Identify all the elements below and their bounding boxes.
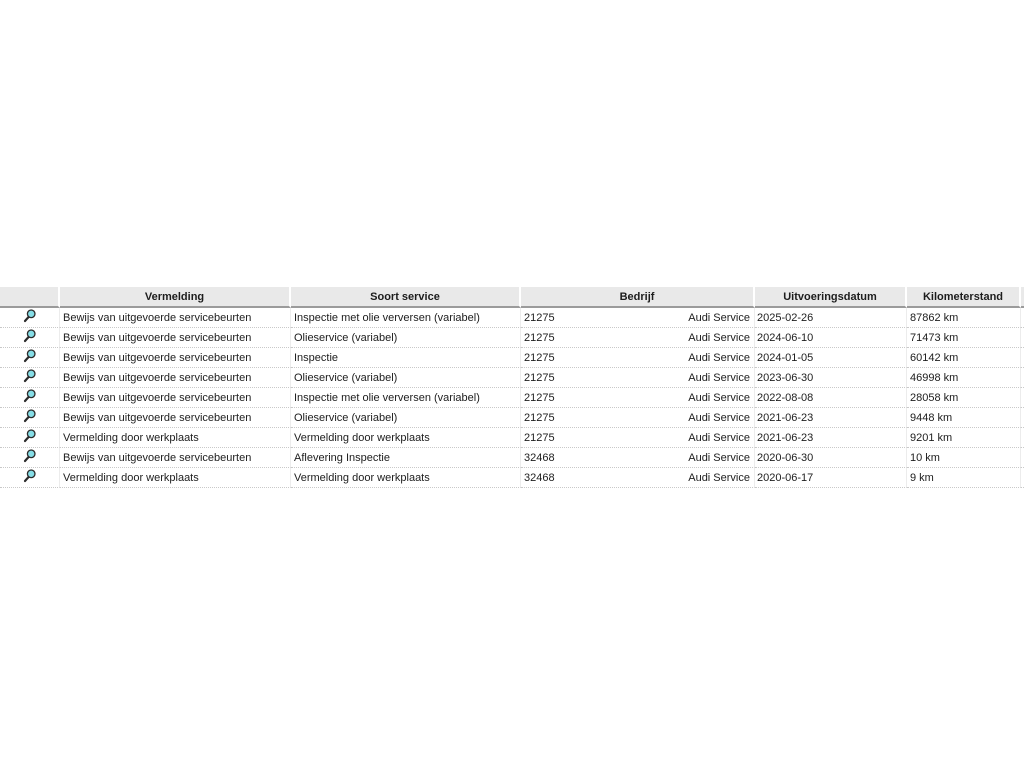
- vermelding-cell: Vermelding door werkplaats: [60, 428, 291, 448]
- uitvoeringsdatum-cell: 2024-01-05: [755, 348, 907, 368]
- uitvoeringsdatum-cell: 2020-06-17: [755, 468, 907, 488]
- table-body: [0, 308, 1024, 488]
- table-row: [0, 308, 1024, 328]
- bedrijf-code: 21275: [524, 311, 555, 324]
- vermelding-cell: Bewijs van uitgevoerde servicebeurten: [60, 328, 291, 348]
- bedrijf-cell: [521, 388, 755, 408]
- bedrijf-code: 21275: [524, 351, 555, 364]
- magnifier-icon: [22, 368, 37, 384]
- column-header-kilometerstand: Kilometerstand: [907, 287, 1021, 308]
- actions-cell: [0, 408, 60, 428]
- bedrijf-naam: Audi Service: [688, 411, 750, 424]
- magnifier-icon: [22, 308, 37, 324]
- bedrijf-cell: [521, 308, 755, 328]
- vermelding-cell: Bewijs van uitgevoerde servicebeurten: [60, 308, 291, 328]
- vermelding-cell: Bewijs van uitgevoerde servicebeurten: [60, 348, 291, 368]
- kilometerstand-cell: 10 km: [907, 448, 1021, 468]
- kilometerstand-cell: 28058 km: [907, 388, 1021, 408]
- column-header-bedrijf: Bedrijf: [521, 287, 755, 308]
- row-detail-button[interactable]: [22, 408, 37, 424]
- soort-service-cell: Olieservice (variabel): [291, 408, 521, 428]
- service-history-section: [0, 287, 1024, 488]
- soort-service-cell: Olieservice (variabel): [291, 368, 521, 388]
- vermelding-cell: Bewijs van uitgevoerde servicebeurten: [60, 408, 291, 428]
- bedrijf-naam: Audi Service: [688, 471, 750, 484]
- bedrijf-cell: [521, 408, 755, 428]
- soort-service-cell: Vermelding door werkplaats: [291, 468, 521, 488]
- vermelding-cell: Bewijs van uitgevoerde servicebeurten: [60, 368, 291, 388]
- actions-cell: [0, 428, 60, 448]
- actions-cell: [0, 388, 60, 408]
- row-detail-button[interactable]: [22, 468, 37, 484]
- column-header-soort-service: Soort service: [291, 287, 521, 308]
- soort-service-cell: Aflevering Inspectie: [291, 448, 521, 468]
- row-detail-button[interactable]: [22, 428, 37, 444]
- bedrijf-naam: Audi Service: [688, 451, 750, 464]
- table-row: [0, 428, 1024, 448]
- bedrijf-cell: [521, 428, 755, 448]
- actions-cell: [0, 328, 60, 348]
- row-detail-button[interactable]: [22, 348, 37, 364]
- actions-cell: [0, 368, 60, 388]
- bedrijf-cell: [521, 328, 755, 348]
- magnifier-icon: [22, 348, 37, 364]
- soort-service-cell: Inspectie met olie verversen (variabel): [291, 388, 521, 408]
- bedrijf-naam: Audi Service: [688, 311, 750, 324]
- soort-service-cell: Olieservice (variabel): [291, 328, 521, 348]
- table-row: [0, 468, 1024, 488]
- magnifier-icon: [22, 468, 37, 484]
- soort-service-cell: Inspectie met olie verversen (variabel): [291, 308, 521, 328]
- bedrijf-cell: [521, 368, 755, 388]
- kilometerstand-cell: 87862 km: [907, 308, 1021, 328]
- bedrijf-naam: Audi Service: [688, 331, 750, 344]
- bedrijf-naam: Audi Service: [688, 391, 750, 404]
- bedrijf-naam: Audi Service: [688, 431, 750, 444]
- row-detail-button[interactable]: [22, 328, 37, 344]
- column-header-actions: [0, 287, 60, 308]
- row-detail-button[interactable]: [22, 308, 37, 324]
- table-row: [0, 448, 1024, 468]
- column-header-vermelding: Vermelding: [60, 287, 291, 308]
- kilometerstand-cell: 9 km: [907, 468, 1021, 488]
- magnifier-icon: [22, 408, 37, 424]
- kilometerstand-cell: 46998 km: [907, 368, 1021, 388]
- soort-service-cell: Inspectie: [291, 348, 521, 368]
- magnifier-icon: [22, 328, 37, 344]
- vermelding-cell: Bewijs van uitgevoerde servicebeurten: [60, 448, 291, 468]
- soort-service-cell: Vermelding door werkplaats: [291, 428, 521, 448]
- kilometerstand-cell: 9448 km: [907, 408, 1021, 428]
- row-detail-button[interactable]: [22, 368, 37, 384]
- magnifier-icon: [22, 428, 37, 444]
- bedrijf-code: 21275: [524, 331, 555, 344]
- table-row: [0, 388, 1024, 408]
- actions-cell: [0, 348, 60, 368]
- actions-cell: [0, 468, 60, 488]
- bedrijf-cell: [521, 348, 755, 368]
- bedrijf-cell: [521, 448, 755, 468]
- kilometerstand-cell: 9201 km: [907, 428, 1021, 448]
- bedrijf-code: 32468: [524, 451, 555, 464]
- vermelding-cell: Vermelding door werkplaats: [60, 468, 291, 488]
- magnifier-icon: [22, 448, 37, 464]
- kilometerstand-cell: 60142 km: [907, 348, 1021, 368]
- table-row: [0, 328, 1024, 348]
- column-header-uitvoeringsdatum: Uitvoeringsdatum: [755, 287, 907, 308]
- bedrijf-code: 32468: [524, 471, 555, 484]
- header-row: [0, 287, 1024, 308]
- table-row: [0, 368, 1024, 388]
- uitvoeringsdatum-cell: 2021-06-23: [755, 408, 907, 428]
- table-row: [0, 348, 1024, 368]
- bedrijf-naam: Audi Service: [688, 371, 750, 384]
- actions-cell: [0, 308, 60, 328]
- actions-cell: [0, 448, 60, 468]
- uitvoeringsdatum-cell: 2020-06-30: [755, 448, 907, 468]
- row-detail-button[interactable]: [22, 448, 37, 464]
- bedrijf-code: 21275: [524, 391, 555, 404]
- uitvoeringsdatum-cell: 2024-06-10: [755, 328, 907, 348]
- uitvoeringsdatum-cell: 2023-06-30: [755, 368, 907, 388]
- uitvoeringsdatum-cell: 2025-02-26: [755, 308, 907, 328]
- service-history-table: [0, 287, 1024, 488]
- magnifier-icon: [22, 388, 37, 404]
- bedrijf-code: 21275: [524, 411, 555, 424]
- table-row: [0, 408, 1024, 428]
- vermelding-cell: Bewijs van uitgevoerde servicebeurten: [60, 388, 291, 408]
- bedrijf-cell: [521, 468, 755, 488]
- uitvoeringsdatum-cell: 2022-08-08: [755, 388, 907, 408]
- row-detail-button[interactable]: [22, 388, 37, 404]
- bedrijf-code: 21275: [524, 371, 555, 384]
- uitvoeringsdatum-cell: 2021-06-23: [755, 428, 907, 448]
- kilometerstand-cell: 71473 km: [907, 328, 1021, 348]
- bedrijf-code: 21275: [524, 431, 555, 444]
- bedrijf-naam: Audi Service: [688, 351, 750, 364]
